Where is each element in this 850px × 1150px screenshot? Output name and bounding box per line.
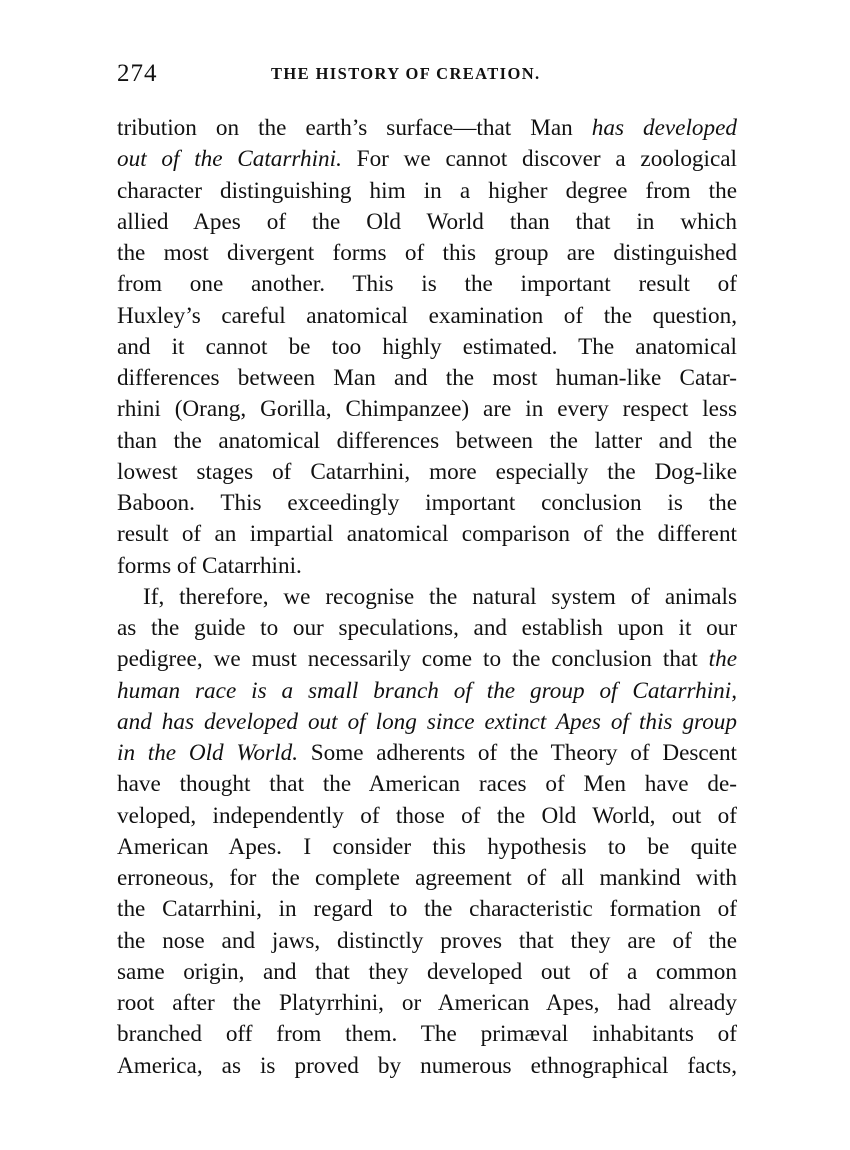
text-line: Huxley’s careful anatomical examination of the question, xyxy=(117,302,737,329)
paragraph-2 xyxy=(117,582,737,1082)
text-line: out of the Catarrhini. For we cannot discover a zoological xyxy=(117,146,737,173)
text-line: tribution on the earth’s surface—that Man has developed xyxy=(117,115,737,141)
italic-phrase: in the Old World. xyxy=(117,740,298,766)
text-line: If, therefore, we recognise the natural system of animals xyxy=(143,583,737,610)
paragraph-1 xyxy=(117,113,737,582)
page-number: 274 xyxy=(117,60,158,87)
text-line: forms of Catarrhini. xyxy=(117,552,302,579)
text-line: Baboon. This exceedingly important conclusion is the xyxy=(117,490,737,516)
text-line: veloped, independently of those of the Old World, out of xyxy=(117,802,737,829)
italic-phrase: and has developed out of long since extinct Apes of this group xyxy=(117,708,737,735)
text-line: America, as is proved by numerous ethnographical facts, xyxy=(117,1052,737,1079)
text-line: American Apes. I consider this hypothesis to be quite xyxy=(117,833,737,860)
text-line: than the anatomical differences between the latter and the xyxy=(117,427,737,454)
text-line: the most divergent forms of this group are distinguished xyxy=(117,240,737,266)
text-line xyxy=(117,676,737,707)
text-line: from one another. This is the important result of xyxy=(117,271,737,298)
text-line xyxy=(117,707,737,738)
text-line: result of an impartial anatomical comparison of the different xyxy=(117,521,737,548)
text-line: same origin, and that they developed out of a common xyxy=(117,958,737,985)
body-text xyxy=(117,113,737,1082)
text-line: have thought that the American races of Men have de- xyxy=(117,771,737,798)
text-line: root after the Platyrrhini, or American Apes, had already xyxy=(117,990,737,1016)
italic-phrase: out of the Catarrhini. xyxy=(117,146,342,173)
italic-phrase: has developed xyxy=(591,115,737,141)
text-line: and it cannot be too highly estimated. The anatomical xyxy=(117,333,737,360)
text-line: in the Old World. Some adherents of the Theory of Descent xyxy=(117,740,738,766)
text-line: the nose and jaws, distinctly proves that they are of the xyxy=(117,927,737,954)
italic-phrase: human race is a small branch of the group of Catarrhini, xyxy=(117,677,737,704)
running-title: THE HISTORY OF CREATION. xyxy=(271,64,541,83)
text-line: as the guide to our speculations, and establish upon it our xyxy=(117,615,737,641)
text-line: erroneous, for the complete agreement of all mankind with xyxy=(117,865,737,891)
text-line: branched off from them. The primæval inhabitants of xyxy=(117,1021,737,1048)
text-line: character distinguishing him in a higher degree from the xyxy=(117,177,737,204)
text-line: allied Apes of the Old World than that in which xyxy=(117,208,737,235)
text-line: lowest stages of Catarrhini, more especially the Dog-like xyxy=(117,458,737,485)
italic-phrase: the xyxy=(708,646,737,673)
text-line: rhini (Orang, Gorilla, Chimpanzee) are in every respect less xyxy=(117,396,737,423)
text-line: differences between Man and the most human-like Catar- xyxy=(117,365,737,391)
text-line: the Catarrhini, in regard to the characteristic formation of xyxy=(117,896,737,923)
page-header xyxy=(117,60,737,96)
text-line: pedigree, we must necessarily come to the conclusion that the xyxy=(117,646,737,673)
